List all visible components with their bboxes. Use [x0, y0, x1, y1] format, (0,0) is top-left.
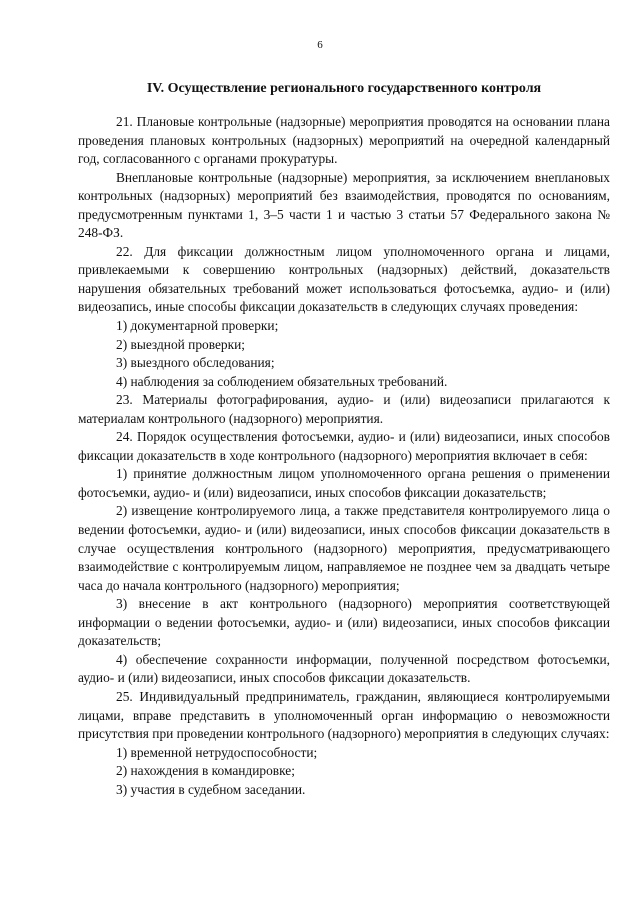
paragraph-23: 23. Материалы фотографирования, аудио- и (или) видеозаписи прилагаются к материалам контрольного (надзорного) мероприятия. [78, 392, 610, 426]
list-item: 3) выездного обследования; [116, 355, 275, 371]
paragraph-25: 25. Индивидуальный предприниматель, гражданин, являющиеся контролируемыми лицами, вправе представить в уполномоченный орган информацию о невозможности присутствия при проведении контрольного (надзорного) мероприятия в следующих случаях: [78, 688, 610, 742]
paragraph-22: 22. Для фиксации должностным лицом уполномоченного органа и лицами, привлекаемыми к совершению контрольных (надзорных) действий, доказательств нарушения обязательных требований может использоваться фотосъемка, аудио- и (или) видеозапись, иные способы фиксации доказательств в следующих случаях проведения: [78, 243, 610, 315]
list-item: 1) документарной проверки; [116, 318, 279, 334]
list-item: 4) обеспечение сохранности информации, полученной посредством фотосъемки, аудио- и (или) видеозаписи, иных способов фиксации доказательств. [78, 651, 610, 686]
paragraph-unplanned-inspections: Внеплановые контрольные (надзорные) мероприятия, за исключением внеплановых контрольных (надзорных) мероприятий без взаимодействия, проводятся по основаниям, предусмотренным пунктами 1, 3–5 части 1 и частью 3 статьи 57 Федерального закона № 248-ФЗ. [78, 169, 610, 241]
list-item: 3) внесение в акт контрольного (надзорного) мероприятия соответствующей информации о ведении фотосъемки, аудио- и (или) видеозаписи, иных способов фиксации доказательств; [78, 596, 610, 649]
list-item: 3) участия в судебном заседании. [116, 781, 306, 797]
page-number: 6 [317, 39, 323, 51]
list-item: 4) наблюдения за соблюдением обязательных требований. [116, 373, 448, 389]
section-title: IV. Осуществление регионального государственного контроля [146, 81, 542, 96]
list-item: 1) принятие должностным лицом уполномоченного органа решения о применении фотосъемки, аудио- и (или) видеозаписи, иных способов фиксации доказательств; [78, 466, 610, 500]
list-item: 2) извещение контролируемого лица, а также представителя контролируемого лица о ведении фотосъемки, аудио- и (или) видеозаписи, иных способов фиксации доказательств в случае осуществления контрольного (надзорного) мероприятия, предусматривающего взаимодействие с контролируемым лицом, направляемое не позднее чем за двадцать четыре часа до начала контрольного (надзорного) мероприятия; [78, 503, 610, 593]
list-item: 2) нахождения в командировке; [116, 763, 295, 779]
list-item: 2) выездной проверки; [116, 336, 245, 352]
paragraph-24: 24. Порядок осуществления фотосъемки, аудио- и (или) видеозаписи, иных способов фиксации доказательств в ходе контрольного (надзорного) мероприятия включает в себя: [78, 429, 610, 463]
document-body [78, 113, 610, 799]
list-item: 1) временной нетрудоспособности; [116, 744, 318, 760]
paragraph-21: 21. Плановые контрольные (надзорные) мероприятия проводятся на основании плана проведения плановых контрольных (надзорных) мероприятий на очередной календарный год, согласованного с органами прокуратуры. [78, 114, 610, 167]
